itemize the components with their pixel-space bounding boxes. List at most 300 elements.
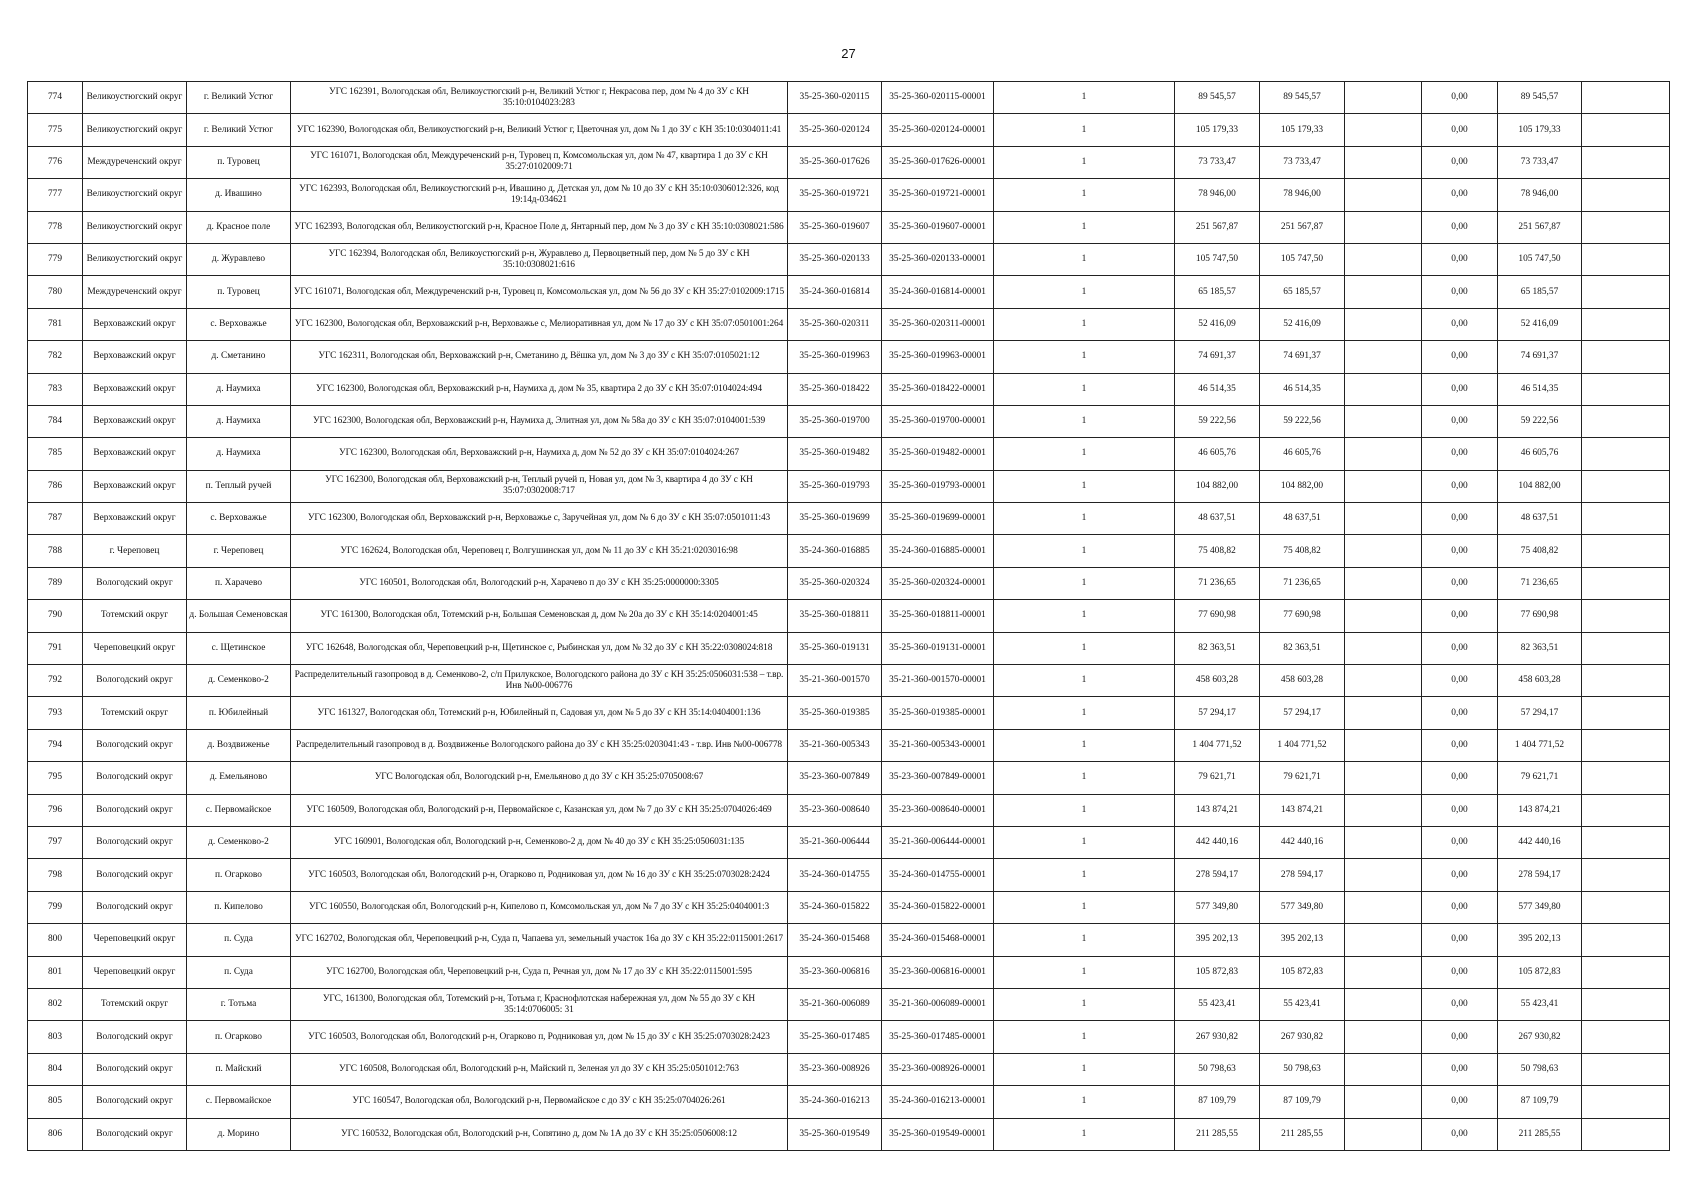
object-code-cell: 35-25-360-019131 <box>788 632 882 664</box>
object-code-cell: 35-21-360-001570 <box>788 665 882 697</box>
value-4-cell: 0,00 <box>1422 276 1498 308</box>
quantity-cell: 1 <box>994 373 1175 405</box>
quantity-cell: 1 <box>994 1053 1175 1085</box>
object-code-cell: 35-25-360-019793 <box>788 470 882 502</box>
table-row <box>28 438 1670 470</box>
settlement-cell: д. Емельяново <box>187 762 291 794</box>
table-row <box>28 891 1670 923</box>
district-cell: Вологодский округ <box>83 891 187 923</box>
row-number-cell: 803 <box>28 1021 83 1053</box>
object-code-cell: 35-25-360-020311 <box>788 308 882 340</box>
quantity-cell: 1 <box>994 859 1175 891</box>
row-number-cell: 799 <box>28 891 83 923</box>
settlement-cell: п. Суда <box>187 924 291 956</box>
table-body <box>28 82 1670 1151</box>
table-row <box>28 1118 1670 1150</box>
inventory-number-cell: 35-25-360-019793-00001 <box>882 470 994 502</box>
object-code-cell: 35-25-360-017485 <box>788 1021 882 1053</box>
row-number-cell: 789 <box>28 567 83 599</box>
value-1-cell: 46 514,35 <box>1175 373 1260 405</box>
value-4-cell: 0,00 <box>1422 924 1498 956</box>
address-cell: УГС Вологодская обл, Вологодский р-н, Емельяново д до ЗУ с КН 35:25:0705008:67 <box>291 762 788 794</box>
value-6-cell <box>1582 729 1670 761</box>
value-1-cell: 78 946,00 <box>1175 179 1260 211</box>
object-code-cell: 35-24-360-014755 <box>788 859 882 891</box>
value-4-cell: 0,00 <box>1422 1021 1498 1053</box>
value-6-cell <box>1582 341 1670 373</box>
row-number-cell: 795 <box>28 762 83 794</box>
table-row <box>28 665 1670 697</box>
value-1-cell: 251 567,87 <box>1175 211 1260 243</box>
district-cell: Вологодский округ <box>83 762 187 794</box>
row-number-cell: 784 <box>28 405 83 437</box>
value-3-cell <box>1345 600 1422 632</box>
value-5-cell: 52 416,09 <box>1498 308 1582 340</box>
table-row <box>28 114 1670 146</box>
value-5-cell: 458 603,28 <box>1498 665 1582 697</box>
value-5-cell: 395 202,13 <box>1498 924 1582 956</box>
quantity-cell: 1 <box>994 470 1175 502</box>
district-cell: Череповецкий округ <box>83 632 187 664</box>
row-number-cell: 787 <box>28 503 83 535</box>
value-3-cell <box>1345 1053 1422 1085</box>
address-cell: УГС 160550, Вологодская обл, Вологодский р-н, Кипелово п, Комсомольская ул, дом № 7 до ЗУ с КН 35:25:0404001:3 <box>291 891 788 923</box>
value-5-cell: 50 798,63 <box>1498 1053 1582 1085</box>
value-4-cell: 0,00 <box>1422 308 1498 340</box>
table-row <box>28 405 1670 437</box>
settlement-cell: п. Майский <box>187 1053 291 1085</box>
object-code-cell: 35-21-360-006089 <box>788 988 882 1020</box>
settlement-cell: п. Харачево <box>187 567 291 599</box>
settlement-cell: д. Наумиха <box>187 373 291 405</box>
value-4-cell: 0,00 <box>1422 826 1498 858</box>
value-1-cell: 577 349,80 <box>1175 891 1260 923</box>
registry-table <box>27 81 1670 1151</box>
value-5-cell: 71 236,65 <box>1498 567 1582 599</box>
address-cell: УГС 161300, Вологодская обл, Тотемский р-н, Большая Семеновская д, дом № 20а до ЗУ с КН 35:14:0204001:45 <box>291 600 788 632</box>
address-cell: УГС 162393, Вологодская обл, Великоустюгский р-н, Красное Поле д, Янтарный пер, дом № 3 до ЗУ с КН 35:10:0308021:586 <box>291 211 788 243</box>
district-cell: Великоустюгский округ <box>83 82 187 114</box>
inventory-number-cell: 35-24-360-016885-00001 <box>882 535 994 567</box>
value-4-cell: 0,00 <box>1422 373 1498 405</box>
value-2-cell: 442 440,16 <box>1260 826 1345 858</box>
object-code-cell: 35-25-360-020124 <box>788 114 882 146</box>
inventory-number-cell: 35-24-360-015822-00001 <box>882 891 994 923</box>
address-cell: УГС 162300, Вологодская обл, Верховажский р-н, Верховажье с, Заручейная ул, дом № 6 до ЗУ с КН 35:07:0501011:43 <box>291 503 788 535</box>
quantity-cell: 1 <box>994 535 1175 567</box>
table-row <box>28 1021 1670 1053</box>
address-cell: УГС 162700, Вологодская обл, Череповецкий р-н, Суда п, Речная ул, дом № 17 до ЗУ с КН 35:22:0115001:595 <box>291 956 788 988</box>
value-6-cell <box>1582 826 1670 858</box>
row-number-cell: 806 <box>28 1118 83 1150</box>
district-cell: Великоустюгский округ <box>83 211 187 243</box>
value-3-cell <box>1345 373 1422 405</box>
district-cell: Верховажский округ <box>83 341 187 373</box>
inventory-number-cell: 35-25-360-020133-00001 <box>882 243 994 275</box>
row-number-cell: 805 <box>28 1086 83 1118</box>
address-cell: Распределительный газопровод в д. Семенково-2, с/п Прилукское, Вологодского района до ЗУ с КН 35:25:0506031:538 – т.вр. Инв №00-006776 <box>291 665 788 697</box>
value-2-cell: 46 605,76 <box>1260 438 1345 470</box>
object-code-cell: 35-23-360-008640 <box>788 794 882 826</box>
value-5-cell: 278 594,17 <box>1498 859 1582 891</box>
quantity-cell: 1 <box>994 956 1175 988</box>
district-cell: Верховажский округ <box>83 405 187 437</box>
quantity-cell: 1 <box>994 794 1175 826</box>
value-6-cell <box>1582 632 1670 664</box>
object-code-cell: 35-24-360-015468 <box>788 924 882 956</box>
quantity-cell: 1 <box>994 826 1175 858</box>
object-code-cell: 35-24-360-016814 <box>788 276 882 308</box>
object-code-cell: 35-25-360-019549 <box>788 1118 882 1150</box>
row-number-cell: 774 <box>28 82 83 114</box>
value-2-cell: 55 423,41 <box>1260 988 1345 1020</box>
inventory-number-cell: 35-25-360-019699-00001 <box>882 503 994 535</box>
settlement-cell: с. Первомайское <box>187 1086 291 1118</box>
settlement-cell: п. Кипелово <box>187 891 291 923</box>
quantity-cell: 1 <box>994 179 1175 211</box>
inventory-number-cell: 35-25-360-019963-00001 <box>882 341 994 373</box>
district-cell: Тотемский округ <box>83 600 187 632</box>
inventory-number-cell: 35-25-360-019131-00001 <box>882 632 994 664</box>
value-6-cell <box>1582 438 1670 470</box>
address-cell: УГС 160503, Вологодская обл, Вологодский р-н, Огарково п, Родниковая ул, дом № 16 до ЗУ с КН 35:25:0703028:2424 <box>291 859 788 891</box>
value-2-cell: 1 404 771,52 <box>1260 729 1345 761</box>
table-row <box>28 632 1670 664</box>
district-cell: Череповецкий округ <box>83 924 187 956</box>
value-3-cell <box>1345 438 1422 470</box>
address-cell: УГС 162300, Вологодская обл, Верховажский р-н, Наумиха д, дом № 35, квартира 2 до ЗУ с КН 35:07:0104024:494 <box>291 373 788 405</box>
object-code-cell: 35-25-360-019482 <box>788 438 882 470</box>
row-number-cell: 785 <box>28 438 83 470</box>
value-6-cell <box>1582 956 1670 988</box>
table-row <box>28 924 1670 956</box>
value-3-cell <box>1345 535 1422 567</box>
district-cell: Тотемский округ <box>83 988 187 1020</box>
quantity-cell: 1 <box>994 341 1175 373</box>
value-4-cell: 0,00 <box>1422 82 1498 114</box>
table-row <box>28 826 1670 858</box>
value-3-cell <box>1345 1118 1422 1150</box>
quantity-cell: 1 <box>994 665 1175 697</box>
value-5-cell: 73 733,47 <box>1498 146 1582 178</box>
district-cell: Вологодский округ <box>83 1118 187 1150</box>
table-row <box>28 794 1670 826</box>
value-4-cell: 0,00 <box>1422 341 1498 373</box>
object-code-cell: 35-25-360-018811 <box>788 600 882 632</box>
value-4-cell: 0,00 <box>1422 1118 1498 1150</box>
value-1-cell: 395 202,13 <box>1175 924 1260 956</box>
settlement-cell: д. Красное поле <box>187 211 291 243</box>
table-row <box>28 308 1670 340</box>
value-6-cell <box>1582 891 1670 923</box>
inventory-number-cell: 35-25-360-019721-00001 <box>882 179 994 211</box>
table-row <box>28 373 1670 405</box>
value-3-cell <box>1345 632 1422 664</box>
address-cell: Распределительный газопровод в д. Воздвиженье Вологодского района до ЗУ с КН 35:25:0203041:43 - т.вр. Инв №00-006778 <box>291 729 788 761</box>
object-code-cell: 35-24-360-016885 <box>788 535 882 567</box>
value-4-cell: 0,00 <box>1422 503 1498 535</box>
value-3-cell <box>1345 729 1422 761</box>
row-number-cell: 801 <box>28 956 83 988</box>
object-code-cell: 35-25-360-018422 <box>788 373 882 405</box>
row-number-cell: 796 <box>28 794 83 826</box>
value-3-cell <box>1345 697 1422 729</box>
row-number-cell: 777 <box>28 179 83 211</box>
value-6-cell <box>1582 146 1670 178</box>
value-5-cell: 105 179,33 <box>1498 114 1582 146</box>
value-5-cell: 75 408,82 <box>1498 535 1582 567</box>
settlement-cell: п. Туровец <box>187 276 291 308</box>
inventory-number-cell: 35-21-360-005343-00001 <box>882 729 994 761</box>
district-cell: Вологодский округ <box>83 1053 187 1085</box>
address-cell: УГС 160509, Вологодская обл, Вологодский р-н, Первомайское с, Казанская ул, дом № 7 до ЗУ с КН 35:25:0704026:469 <box>291 794 788 826</box>
value-6-cell <box>1582 794 1670 826</box>
value-3-cell <box>1345 503 1422 535</box>
quantity-cell: 1 <box>994 988 1175 1020</box>
value-1-cell: 65 185,57 <box>1175 276 1260 308</box>
row-number-cell: 776 <box>28 146 83 178</box>
settlement-cell: с. Первомайское <box>187 794 291 826</box>
value-1-cell: 52 416,09 <box>1175 308 1260 340</box>
value-2-cell: 77 690,98 <box>1260 600 1345 632</box>
value-5-cell: 105 872,83 <box>1498 956 1582 988</box>
address-cell: УГС 162300, Вологодская обл, Верховажский р-н, Наумиха д, Элитная ул, дом № 58а до ЗУ с КН 35:07:0104001:539 <box>291 405 788 437</box>
row-number-cell: 779 <box>28 243 83 275</box>
value-1-cell: 48 637,51 <box>1175 503 1260 535</box>
object-code-cell: 35-23-360-008926 <box>788 1053 882 1085</box>
settlement-cell: п. Суда <box>187 956 291 988</box>
address-cell: УГС 162394, Вологодская обл, Великоустюгский р-н, Журавлево д, Первоцветный пер, дом № 5 до ЗУ с КН 35:10:0308021:616 <box>291 243 788 275</box>
quantity-cell: 1 <box>994 211 1175 243</box>
value-1-cell: 79 621,71 <box>1175 762 1260 794</box>
value-4-cell: 0,00 <box>1422 956 1498 988</box>
district-cell: Вологодский округ <box>83 665 187 697</box>
object-code-cell: 35-25-360-019607 <box>788 211 882 243</box>
value-4-cell: 0,00 <box>1422 794 1498 826</box>
value-2-cell: 59 222,56 <box>1260 405 1345 437</box>
value-5-cell: 1 404 771,52 <box>1498 729 1582 761</box>
row-number-cell: 780 <box>28 276 83 308</box>
value-6-cell <box>1582 470 1670 502</box>
value-2-cell: 143 874,21 <box>1260 794 1345 826</box>
value-5-cell: 82 363,51 <box>1498 632 1582 664</box>
object-code-cell: 35-25-360-020324 <box>788 567 882 599</box>
address-cell: УГС 162300, Вологодская обл, Верховажский р-н, Теплый ручей п, Новая ул, дом № 3, квартира 4 до ЗУ с КН 35:07:0302008:717 <box>291 470 788 502</box>
quantity-cell: 1 <box>994 146 1175 178</box>
inventory-number-cell: 35-25-360-019549-00001 <box>882 1118 994 1150</box>
value-5-cell: 79 621,71 <box>1498 762 1582 794</box>
address-cell: УГС 162311, Вологодская обл, Верховажский р-н, Сметанино д, Вёшка ул, дом № 3 до ЗУ с КН 35:07:0105021:12 <box>291 341 788 373</box>
settlement-cell: п. Огарково <box>187 859 291 891</box>
value-6-cell <box>1582 373 1670 405</box>
value-4-cell: 0,00 <box>1422 179 1498 211</box>
inventory-number-cell: 35-24-360-016814-00001 <box>882 276 994 308</box>
quantity-cell: 1 <box>994 729 1175 761</box>
value-4-cell: 0,00 <box>1422 632 1498 664</box>
value-3-cell <box>1345 82 1422 114</box>
value-4-cell: 0,00 <box>1422 762 1498 794</box>
quantity-cell: 1 <box>994 1118 1175 1150</box>
row-number-cell: 798 <box>28 859 83 891</box>
value-2-cell: 52 416,09 <box>1260 308 1345 340</box>
table-row <box>28 567 1670 599</box>
district-cell: Верховажский округ <box>83 503 187 535</box>
value-6-cell <box>1582 1086 1670 1118</box>
value-4-cell: 0,00 <box>1422 243 1498 275</box>
value-2-cell: 267 930,82 <box>1260 1021 1345 1053</box>
value-6-cell <box>1582 503 1670 535</box>
value-6-cell <box>1582 276 1670 308</box>
value-2-cell: 251 567,87 <box>1260 211 1345 243</box>
row-number-cell: 783 <box>28 373 83 405</box>
value-1-cell: 73 733,47 <box>1175 146 1260 178</box>
row-number-cell: 791 <box>28 632 83 664</box>
value-5-cell: 65 185,57 <box>1498 276 1582 308</box>
value-1-cell: 105 872,83 <box>1175 956 1260 988</box>
value-5-cell: 78 946,00 <box>1498 179 1582 211</box>
row-number-cell: 775 <box>28 114 83 146</box>
settlement-cell: д. Воздвиженье <box>187 729 291 761</box>
district-cell: Верховажский округ <box>83 438 187 470</box>
quantity-cell: 1 <box>994 632 1175 664</box>
value-4-cell: 0,00 <box>1422 470 1498 502</box>
quantity-cell: 1 <box>994 762 1175 794</box>
quantity-cell: 1 <box>994 891 1175 923</box>
table-row <box>28 729 1670 761</box>
address-cell: УГС 162300, Вологодская обл, Верховажский р-н, Верховажье с, Мелиоративная ул, дом № 17 до ЗУ с КН 35:07:0501001:264 <box>291 308 788 340</box>
settlement-cell: д. Большая Семеновская <box>187 600 291 632</box>
inventory-number-cell: 35-21-360-001570-00001 <box>882 665 994 697</box>
value-4-cell: 0,00 <box>1422 535 1498 567</box>
value-1-cell: 442 440,16 <box>1175 826 1260 858</box>
settlement-cell: д. Журавлево <box>187 243 291 275</box>
row-number-cell: 781 <box>28 308 83 340</box>
value-6-cell <box>1582 924 1670 956</box>
quantity-cell: 1 <box>994 438 1175 470</box>
inventory-number-cell: 35-25-360-019607-00001 <box>882 211 994 243</box>
value-5-cell: 46 514,35 <box>1498 373 1582 405</box>
value-4-cell: 0,00 <box>1422 729 1498 761</box>
quantity-cell: 1 <box>994 1021 1175 1053</box>
address-cell: УГС 162300, Вологодская обл, Верховажский р-н, Наумиха д, дом № 52 до ЗУ с КН 35:07:0104024:267 <box>291 438 788 470</box>
row-number-cell: 786 <box>28 470 83 502</box>
address-cell: УГС 161071, Вологодская обл, Междуреченский р-н, Туровец п, Комсомольская ул, дом № 47, квартира 1 до ЗУ с КН 35:27:0102009:71 <box>291 146 788 178</box>
table-row <box>28 988 1670 1020</box>
value-3-cell <box>1345 567 1422 599</box>
inventory-number-cell: 35-25-360-020311-00001 <box>882 308 994 340</box>
address-cell: УГС 162624, Вологодская обл, Череповец г, Волгушинская ул, дом № 11 до ЗУ с КН 35:21:0203016:98 <box>291 535 788 567</box>
inventory-number-cell: 35-23-360-007849-00001 <box>882 762 994 794</box>
settlement-cell: г. Череповец <box>187 535 291 567</box>
value-1-cell: 104 882,00 <box>1175 470 1260 502</box>
settlement-cell: г. Тотьма <box>187 988 291 1020</box>
value-6-cell <box>1582 1118 1670 1150</box>
value-1-cell: 89 545,57 <box>1175 82 1260 114</box>
value-6-cell <box>1582 1053 1670 1085</box>
value-4-cell: 0,00 <box>1422 600 1498 632</box>
settlement-cell: д. Сметанино <box>187 341 291 373</box>
district-cell: Великоустюгский округ <box>83 179 187 211</box>
value-2-cell: 89 545,57 <box>1260 82 1345 114</box>
value-3-cell <box>1345 665 1422 697</box>
value-2-cell: 46 514,35 <box>1260 373 1345 405</box>
district-cell: Междуреченский округ <box>83 276 187 308</box>
value-1-cell: 458 603,28 <box>1175 665 1260 697</box>
table-row <box>28 503 1670 535</box>
value-1-cell: 143 874,21 <box>1175 794 1260 826</box>
value-3-cell <box>1345 1086 1422 1118</box>
address-cell: УГС 160901, Вологодская обл, Вологодский р-н, Семенково-2 д, дом № 40 до ЗУ с КН 35:25:0506031:135 <box>291 826 788 858</box>
row-number-cell: 793 <box>28 697 83 729</box>
value-4-cell: 0,00 <box>1422 1053 1498 1085</box>
value-1-cell: 105 179,33 <box>1175 114 1260 146</box>
value-2-cell: 82 363,51 <box>1260 632 1345 664</box>
address-cell: УГС 161071, Вологодская обл, Междуреченский р-н, Туровец п, Комсомольская ул, дом № 56 до ЗУ с КН 35:27:0102009:1715 <box>291 276 788 308</box>
settlement-cell: п. Туровец <box>187 146 291 178</box>
object-code-cell: 35-25-360-019721 <box>788 179 882 211</box>
inventory-number-cell: 35-25-360-017485-00001 <box>882 1021 994 1053</box>
value-4-cell: 0,00 <box>1422 438 1498 470</box>
district-cell: Великоустюгский округ <box>83 243 187 275</box>
value-1-cell: 87 109,79 <box>1175 1086 1260 1118</box>
table-row <box>28 1053 1670 1085</box>
settlement-cell: п. Юбилейный <box>187 697 291 729</box>
value-2-cell: 71 236,65 <box>1260 567 1345 599</box>
value-6-cell <box>1582 988 1670 1020</box>
value-4-cell: 0,00 <box>1422 891 1498 923</box>
value-3-cell <box>1345 794 1422 826</box>
value-4-cell: 0,00 <box>1422 697 1498 729</box>
address-cell: УГС 160532, Вологодская обл, Вологодский р-н, Сопятино д, дом № 1А до ЗУ с КН 35:25:0506008:12 <box>291 1118 788 1150</box>
value-4-cell: 0,00 <box>1422 114 1498 146</box>
settlement-cell: г. Великий Устюг <box>187 114 291 146</box>
value-4-cell: 0,00 <box>1422 665 1498 697</box>
value-4-cell: 0,00 <box>1422 567 1498 599</box>
address-cell: УГС 160508, Вологодская обл, Вологодский р-н, Майский п, Зеленая ул до ЗУ с КН 35:25:0501012:763 <box>291 1053 788 1085</box>
settlement-cell: д. Наумиха <box>187 405 291 437</box>
quantity-cell: 1 <box>994 697 1175 729</box>
row-number-cell: 788 <box>28 535 83 567</box>
row-number-cell: 790 <box>28 600 83 632</box>
value-5-cell: 211 285,55 <box>1498 1118 1582 1150</box>
value-1-cell: 77 690,98 <box>1175 600 1260 632</box>
district-cell: Вологодский округ <box>83 1021 187 1053</box>
quantity-cell: 1 <box>994 114 1175 146</box>
row-number-cell: 800 <box>28 924 83 956</box>
value-3-cell <box>1345 470 1422 502</box>
value-4-cell: 0,00 <box>1422 146 1498 178</box>
value-5-cell: 46 605,76 <box>1498 438 1582 470</box>
value-5-cell: 267 930,82 <box>1498 1021 1582 1053</box>
table-row <box>28 859 1670 891</box>
object-code-cell: 35-25-360-019700 <box>788 405 882 437</box>
value-2-cell: 278 594,17 <box>1260 859 1345 891</box>
inventory-number-cell: 35-25-360-019482-00001 <box>882 438 994 470</box>
value-5-cell: 55 423,41 <box>1498 988 1582 1020</box>
table-row <box>28 535 1670 567</box>
value-5-cell: 251 567,87 <box>1498 211 1582 243</box>
value-2-cell: 87 109,79 <box>1260 1086 1345 1118</box>
value-2-cell: 74 691,37 <box>1260 341 1345 373</box>
inventory-number-cell: 35-23-360-008640-00001 <box>882 794 994 826</box>
settlement-cell: д. Ивашино <box>187 179 291 211</box>
value-6-cell <box>1582 82 1670 114</box>
value-3-cell <box>1345 859 1422 891</box>
value-1-cell: 267 930,82 <box>1175 1021 1260 1053</box>
quantity-cell: 1 <box>994 308 1175 340</box>
object-code-cell: 35-21-360-006444 <box>788 826 882 858</box>
value-2-cell: 458 603,28 <box>1260 665 1345 697</box>
